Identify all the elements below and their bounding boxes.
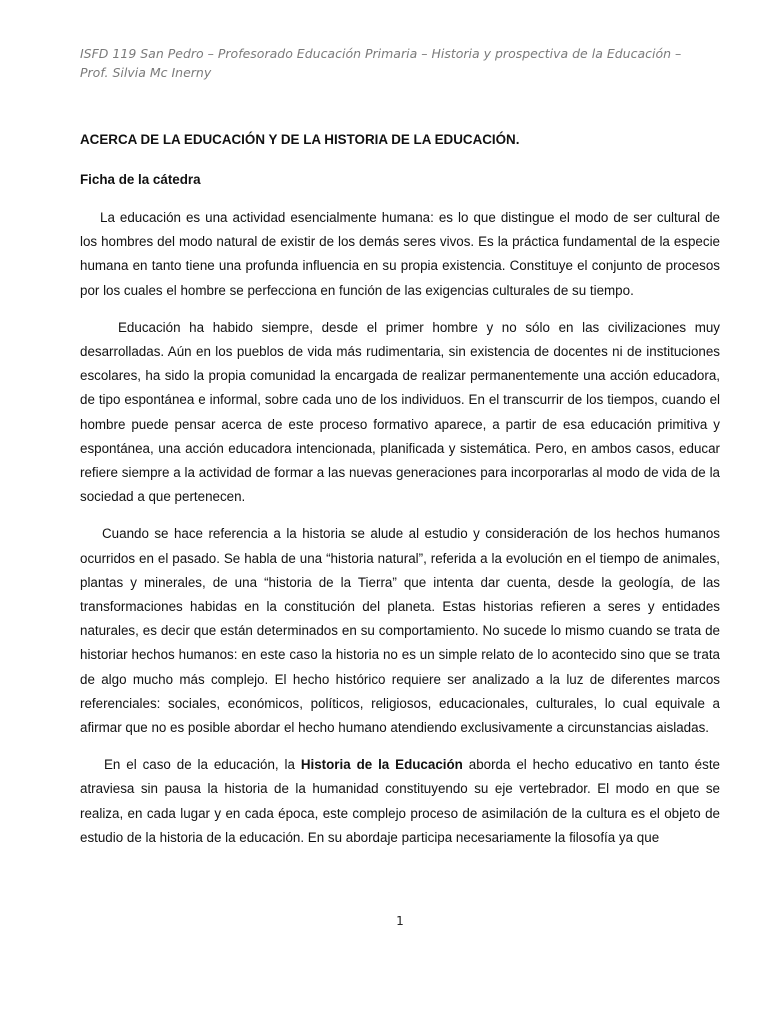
document-body xyxy=(80,130,720,863)
paragraph-4-rest: aborda el hecho educativo en tanto éste atraviesa sin pausa la historia de la humanidad constituyendo su eje vertebrador. El modo en que se realiza, en cada lugar y en cada época, este complejo proceso de asimilación de la cultura es el objeto de estudio de la historia de la educación. En su abordaje participa necesariamente la filosofía ya que xyxy=(80,757,720,845)
paragraph-4 xyxy=(80,753,720,850)
paragraph-3: Cuando se hace referencia a la historia se alude al estudio y consideración de los hechos humanos ocurridos en el pasado. Se habla de una “historia natural”, referida a la evolución en el tiempo de animales, plantas y minerales, de una “historia de la Tierra” que intenta dar cuenta, desde la geología, de las transformaciones habidas en la constitución del planeta. Estas historias refieren a seres y entidades naturales, es decir que están determinados en su comportamiento. No sucede lo mismo cuando se trata de historiar hechos humanos: en este caso la historia no es un simple relato de lo acontecido sino que se trata de algo mucho más complejo. El hecho histórico requiere ser analizado a la luz de diferentes marcos referenciales: sociales, económicos, políticos, religiosos, educacionales, culturales, lo cual equivale a afirmar que no es posible abordar el hecho humano atendiendo exclusivamente a circunstancias aisladas. xyxy=(80,526,720,736)
page-header: ISFD 119 San Pedro – Profesorado Educación Primaria – Historia y prospectiva de la Educación – Prof. Silvia Mc Inerny xyxy=(80,46,682,80)
document-subtitle: Ficha de la cátedra xyxy=(80,172,201,187)
paragraph-4-lead: En el caso de la educación, la xyxy=(104,757,301,773)
page-number: 1 xyxy=(396,914,404,928)
paragraph-1: La educación es una actividad esencialmente humana: es lo que distingue el modo de ser cultural de los hombres del modo natural de existir de los demás seres vivos. Es la práctica fundamental de la especie humana en tanto tiene una profunda influencia en su propia existencia. Constituye el conjunto de procesos por los cuales el hombre se perfecciona en función de las exigencias culturales de su tiempo. xyxy=(80,210,720,298)
document-title: ACERCA DE LA EDUCACIÓN Y DE LA HISTORIA DE LA EDUCACIÓN. xyxy=(80,132,520,147)
paragraph-4-bold-term: Historia de la Educación xyxy=(300,757,463,773)
paragraph-2: Educación ha habido siempre, desde el primer hombre y no sólo en las civilizaciones muy desarrolladas. Aún en los pueblos de vida más rudimentaria, sin existencia de docentes ni de instituciones escolares, ha sido la propia comunidad la encargada de realizar permanentemente una acción educadora, de tipo espontánea e informal, sobre cada uno de los individuos. En el transcurrir de los tiempos, cuando el hombre puede pensar acerca de este proceso formativo aparece, a partir de esa educación primitiva y espontánea, una acción educadora intencionada, planificada y sistemática. Pero, en ambos casos, educar refiere siempre a la actividad de formar a las nuevas generaciones para incorporarlas al modo de vida de la sociedad a que pertenecen. xyxy=(80,319,720,505)
